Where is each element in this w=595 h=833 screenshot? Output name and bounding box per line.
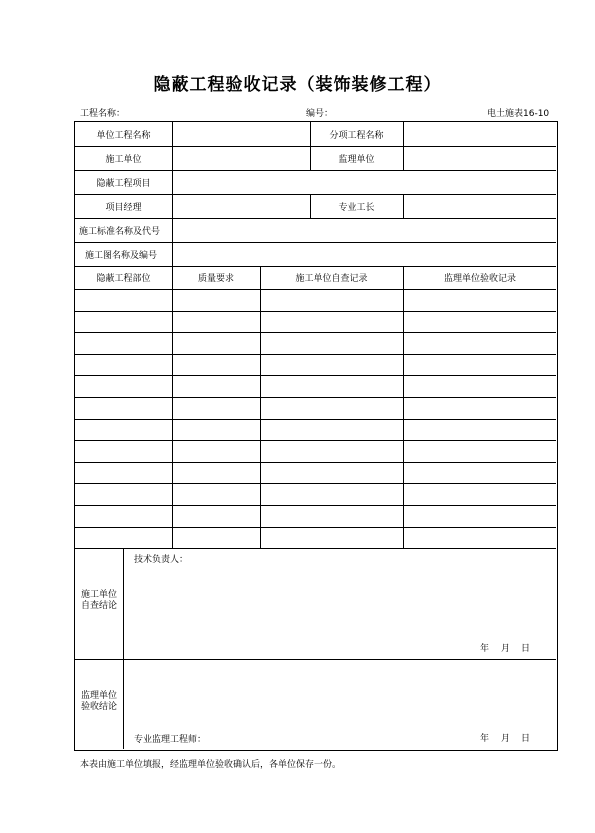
construction-unit-label: 施工单位	[105, 154, 142, 165]
table-cell[interactable]	[403, 483, 556, 505]
table-cell[interactable]	[403, 505, 556, 527]
table-cell[interactable]	[172, 375, 260, 397]
table-cell[interactable]	[403, 354, 556, 376]
number-label: 编号：	[306, 109, 334, 119]
table-cell[interactable]	[260, 397, 403, 419]
table-cell[interactable]	[260, 332, 403, 354]
record-table	[74, 121, 558, 751]
table-cell[interactable]	[260, 375, 403, 397]
grid-vline	[172, 218, 173, 266]
table-cell[interactable]	[172, 354, 260, 376]
acceptance-month: 月	[501, 733, 511, 744]
grid-vline	[172, 146, 173, 170]
table-cell[interactable]	[75, 354, 172, 376]
unit-project-label: 单位工程名称	[96, 130, 151, 141]
grid-vline	[310, 194, 311, 218]
project-name-label: 工程名称：	[80, 109, 126, 119]
acceptance-year: 年	[480, 733, 490, 744]
table-cell[interactable]	[260, 462, 403, 484]
self-check-month: 月	[501, 643, 511, 654]
table-cell[interactable]	[172, 462, 260, 484]
table-cell[interactable]	[172, 311, 260, 333]
grid-hline	[75, 548, 556, 549]
table-cell[interactable]	[75, 397, 172, 419]
table-cell[interactable]	[172, 483, 260, 505]
acceptance-label: 监理单位 验收结论	[80, 691, 117, 712]
table-cell[interactable]	[403, 419, 556, 441]
table-cell[interactable]	[172, 289, 260, 311]
grid-vline	[172, 122, 173, 146]
table-cell[interactable]	[75, 419, 172, 441]
engineer-label: 专业监理工程师：	[134, 734, 207, 745]
table-cell[interactable]	[403, 527, 556, 549]
grid-hline	[75, 170, 556, 171]
table-cell[interactable]	[260, 419, 403, 441]
table-cell[interactable]	[260, 483, 403, 505]
grid-vline	[310, 146, 311, 170]
table-cell[interactable]	[75, 311, 172, 333]
page-title: 隐蔽工程验收记录（装饰装修工程）	[153, 75, 442, 95]
table-cell[interactable]	[260, 311, 403, 333]
col-header-location: 隐蔽工程部位	[96, 274, 151, 284]
table-cell[interactable]	[75, 527, 172, 549]
col-header-quality: 质量要求	[197, 274, 234, 284]
grid-hline	[75, 242, 556, 243]
grid-hline	[75, 194, 556, 195]
self-check-year: 年	[480, 643, 490, 654]
table-cell[interactable]	[403, 462, 556, 484]
grid-vline	[172, 170, 173, 194]
grid-vline	[310, 122, 311, 146]
table-cell[interactable]	[260, 440, 403, 462]
self-check-day: 日	[521, 643, 531, 654]
footnote: 本表由施工单位填报，经监理单位验收确认后，各单位保存一份。	[80, 760, 342, 770]
table-cell[interactable]	[403, 311, 556, 333]
grid-hline	[75, 146, 556, 147]
drawing-field[interactable]	[172, 242, 557, 266]
table-cell[interactable]	[260, 289, 403, 311]
table-cell[interactable]	[260, 354, 403, 376]
table-cell[interactable]	[403, 440, 556, 462]
standard-label: 施工标准名称及代号	[79, 226, 161, 237]
project-manager-field[interactable]	[172, 194, 310, 218]
grid-vline	[403, 194, 404, 218]
construction-unit-field[interactable]	[172, 146, 310, 170]
table-cell[interactable]	[75, 462, 172, 484]
sub-project-field[interactable]	[403, 122, 557, 146]
project-manager-label: 项目经理	[105, 202, 142, 213]
form-code: 电土施表16-10	[487, 109, 550, 119]
standard-field[interactable]	[172, 218, 557, 242]
table-cell[interactable]	[403, 397, 556, 419]
supervision-unit-field[interactable]	[403, 146, 557, 170]
grid-vline	[172, 194, 173, 218]
table-cell[interactable]	[260, 527, 403, 549]
supervision-unit-label: 监理单位	[338, 154, 375, 165]
col-header-self-check: 施工单位自查记录	[295, 274, 368, 284]
table-cell[interactable]	[75, 289, 172, 311]
sub-project-label: 分项工程名称	[329, 130, 384, 141]
drawing-label: 施工图名称及编号	[85, 250, 158, 261]
foreman-field[interactable]	[403, 194, 557, 218]
table-cell[interactable]	[172, 419, 260, 441]
table-cell[interactable]	[172, 397, 260, 419]
table-cell[interactable]	[403, 332, 556, 354]
table-cell[interactable]	[75, 332, 172, 354]
table-cell[interactable]	[260, 505, 403, 527]
grid-vline	[123, 548, 124, 749]
table-cell[interactable]	[403, 375, 556, 397]
table-cell[interactable]	[172, 527, 260, 549]
table-cell[interactable]	[403, 289, 556, 311]
col-header-acceptance: 监理单位验收记录	[443, 274, 516, 284]
hidden-item-label: 隐蔽工程项目	[96, 178, 151, 189]
hidden-item-field[interactable]	[172, 170, 557, 194]
table-cell[interactable]	[172, 440, 260, 462]
tech-lead-label: 技术负责人：	[134, 554, 189, 565]
unit-project-field[interactable]	[172, 122, 310, 146]
grid-hline	[75, 218, 556, 219]
table-cell[interactable]	[75, 375, 172, 397]
table-cell[interactable]	[75, 483, 172, 505]
table-cell[interactable]	[172, 505, 260, 527]
grid-hline	[75, 266, 556, 267]
grid-hline	[75, 659, 556, 660]
foreman-label: 专业工长	[338, 202, 375, 213]
grid-vline	[403, 146, 404, 170]
table-cell[interactable]	[75, 440, 172, 462]
acceptance-conclusion-field[interactable]	[124, 664, 557, 724]
table-cell[interactable]	[172, 332, 260, 354]
self-check-label: 施工单位 自查结论	[80, 590, 117, 611]
self-check-conclusion-field[interactable]	[124, 562, 557, 632]
grid-vline	[403, 122, 404, 146]
acceptance-day: 日	[521, 733, 531, 744]
table-cell[interactable]	[75, 505, 172, 527]
